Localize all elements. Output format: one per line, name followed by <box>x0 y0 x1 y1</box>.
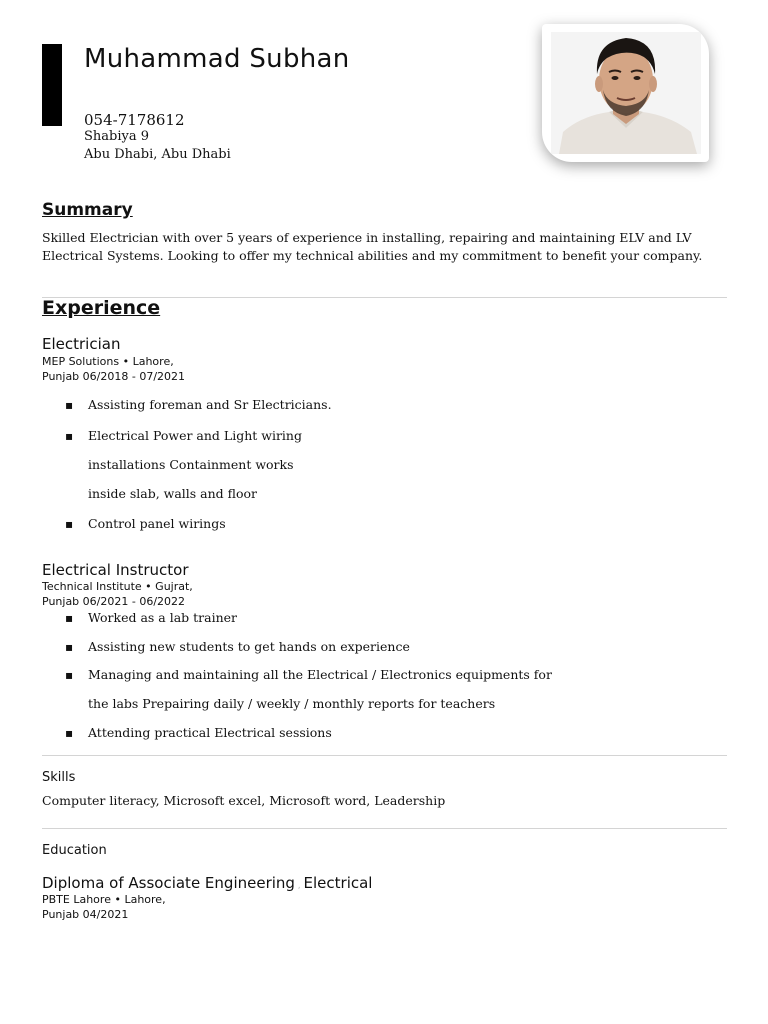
job-duty: the labs Prepairing daily / weekly / monthly reports for teachers <box>88 696 496 711</box>
skills-heading: Skills <box>42 770 76 785</box>
job-duty: installations Containment works <box>88 457 294 472</box>
address-line-2: Abu Dhabi, Abu Dhabi <box>84 147 231 162</box>
job-dates: Punjab 06/2021 - 06/2022 <box>42 595 186 608</box>
bullet-marker: ▪ <box>65 640 74 654</box>
job-title: Electrical Instructor <box>42 561 189 579</box>
summary-heading: Summary <box>42 200 133 220</box>
job-duty: Control panel wirings <box>88 516 226 531</box>
job-duty: Attending practical Electrical sessions <box>88 725 332 740</box>
experience-heading: Experience <box>42 297 161 319</box>
job-title: Electrician <box>42 335 121 353</box>
degree-field: Electrical <box>303 874 373 892</box>
bullet-marker: ▪ <box>65 726 74 740</box>
summary-text: Skilled Electrician with over 5 years of experience in installing, repairing and maintaining ELV and LV Electrical Systems. Looking to offer my technical abilities and my commitment to benefit your company. <box>42 230 703 263</box>
bullet-marker: ▪ <box>65 517 74 531</box>
degree-name: Diploma of Associate Engineering <box>42 874 295 892</box>
education-degree: Diploma of Associate Engineering , Electrical <box>42 874 373 892</box>
job-dates: Punjab 06/2018 - 07/2021 <box>42 370 186 383</box>
job-duty: inside slab, walls and floor <box>88 486 258 501</box>
address-line-1: Shabiya 9 <box>84 129 150 144</box>
bullet-marker: ▪ <box>65 429 74 443</box>
profile-photo <box>542 24 709 162</box>
divider <box>42 828 727 829</box>
job-company: Technical Institute • Gujrat, <box>42 580 193 593</box>
skills-text: Computer literacy, Microsoft excel, Microsoft word, Leadership <box>42 793 446 808</box>
education-heading: Education <box>42 843 107 858</box>
job-duty: Electrical Power and Light wiring <box>88 428 302 443</box>
bullet-marker: ▪ <box>65 668 74 682</box>
education-date: Punjab 04/2021 <box>42 908 129 921</box>
job-duty: Assisting new students to get hands on experience <box>88 639 410 654</box>
job-duty: Assisting foreman and Sr Electricians. <box>88 397 332 412</box>
candidate-name: Muhammad Subhan <box>84 44 350 74</box>
bullet-marker: ▪ <box>65 611 74 625</box>
name-accent-bar <box>42 44 62 126</box>
profile-photo-portrait <box>551 32 701 154</box>
job-duty: Worked as a lab trainer <box>88 610 238 625</box>
job-duty: Managing and maintaining all the Electrical / Electronics equipments for <box>88 667 552 682</box>
education-institute: PBTE Lahore • Lahore, <box>42 893 166 906</box>
bullet-marker: ▪ <box>65 398 74 412</box>
divider <box>42 755 727 756</box>
phone-number: 054-7178612 <box>84 111 185 129</box>
job-company: MEP Solutions • Lahore, <box>42 355 174 368</box>
